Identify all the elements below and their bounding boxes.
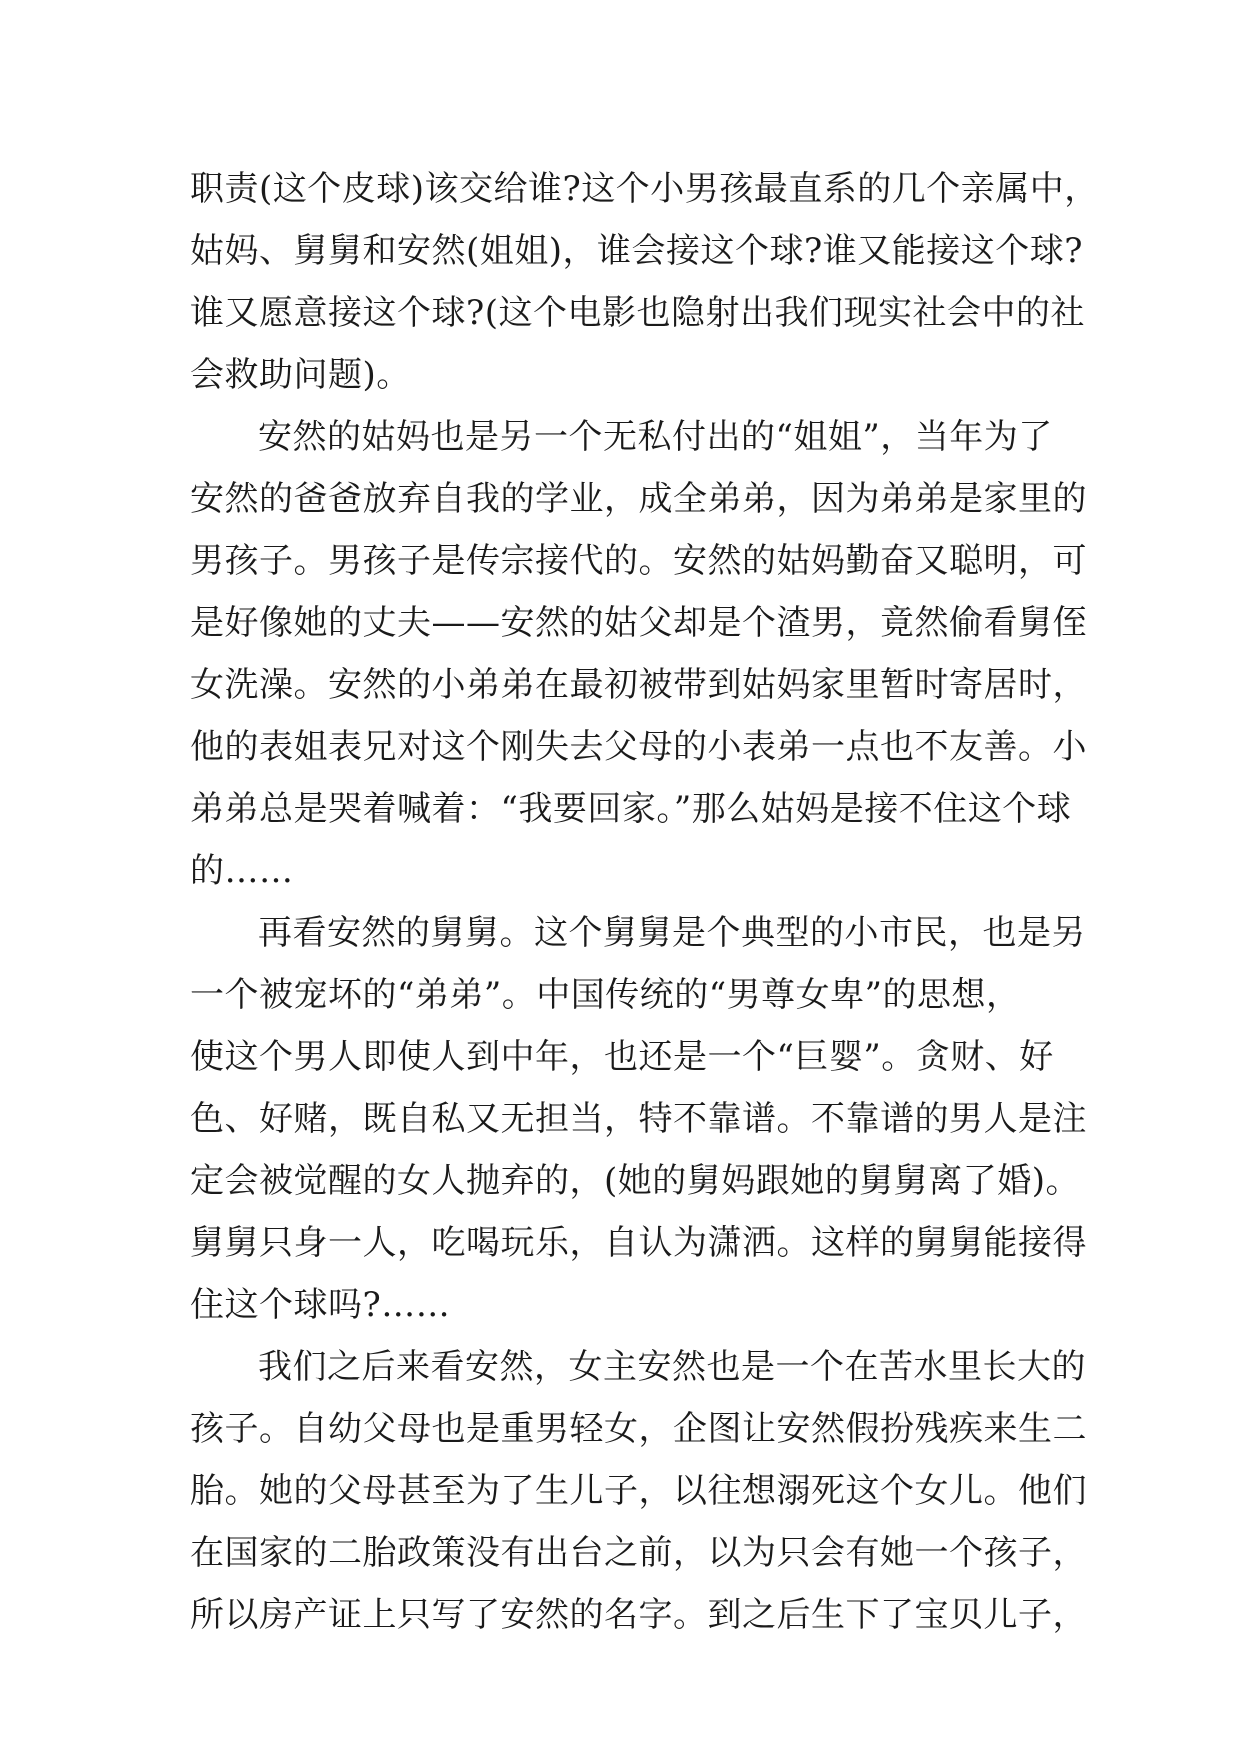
text-line: 定会被觉醒的女人抛弃的，(她的舅妈跟她的舅舅离了婚)。: [190, 1161, 1081, 1201]
text-line: 男孩子。男孩子是传宗接代的。安然的姑妈勤奋又聪明，可: [190, 541, 1087, 581]
text-line: 孩子。自幼父母也是重男轻女，企图让安然假扮残疾来生二: [190, 1409, 1087, 1449]
paragraph: [190, 158, 1099, 406]
paragraph: [190, 406, 1087, 902]
text-line: 的……: [190, 851, 294, 891]
text-line: 我们之后来看安然，女主安然也是一个在苦水里长大的: [258, 1347, 1086, 1387]
text-line: 安然的姑妈也是另一个无私付出的“姐姐”，当年为了: [258, 417, 1053, 457]
text-line: 会救助问题)。: [190, 355, 411, 395]
text-line: 谁又愿意接这个球?(这个电影也隐射出我们现实社会中的社: [190, 293, 1085, 333]
text-line: 胎。她的父母甚至为了生儿子，以往想溺死这个女儿。他们: [190, 1471, 1087, 1511]
text-line: 在国家的二胎政策没有出台之前，以为只会有她一个孩子，: [190, 1533, 1087, 1573]
text-line: 安然的爸爸放弃自我的学业，成全弟弟，因为弟弟是家里的: [190, 479, 1087, 519]
text-line: 女洗澡。安然的小弟弟在最初被带到姑妈家里暂时寄居时，: [190, 665, 1087, 705]
text-line: 职责(这个皮球)该交给谁?这个小男孩最直系的几个亲属中，: [190, 169, 1099, 209]
text-line: 色、好赌，既自私又无担当，特不靠谱。不靠谱的男人是注: [190, 1099, 1087, 1139]
text-line: 舅舅只身一人，吃喝玩乐，自认为潇洒。这样的舅舅能接得: [190, 1223, 1087, 1263]
paragraph: [190, 1336, 1087, 1646]
text-line: 一个被宠坏的“弟弟”。中国传统的“男尊女卑”的思想，: [190, 975, 1021, 1015]
text-line: 使这个男人即使人到中年，也还是一个“巨婴”。贪财、好: [190, 1037, 1054, 1077]
text-line: 姑妈、舅舅和安然(姐姐)，谁会接这个球?谁又能接这个球?: [190, 231, 1083, 271]
text-line: 是好像她的丈夫——安然的姑父却是个渣男，竟然偷看舅侄: [190, 603, 1087, 643]
text-line: 再看安然的舅舅。这个舅舅是个典型的小市民，也是另: [258, 913, 1086, 953]
text-line: 他的表姐表兄对这个刚失去父母的小表弟一点也不友善。小: [190, 727, 1087, 767]
text-line: 住这个球吗?……: [190, 1285, 451, 1325]
text-line: 所以房产证上只写了安然的名字。到之后生下了宝贝儿子，: [190, 1595, 1087, 1635]
document-body: [190, 158, 1099, 1646]
paragraph: [190, 902, 1087, 1336]
text-line: 弟弟总是哭着喊着：“我要回家。”那么姑妈是接不住这个球: [190, 789, 1072, 829]
